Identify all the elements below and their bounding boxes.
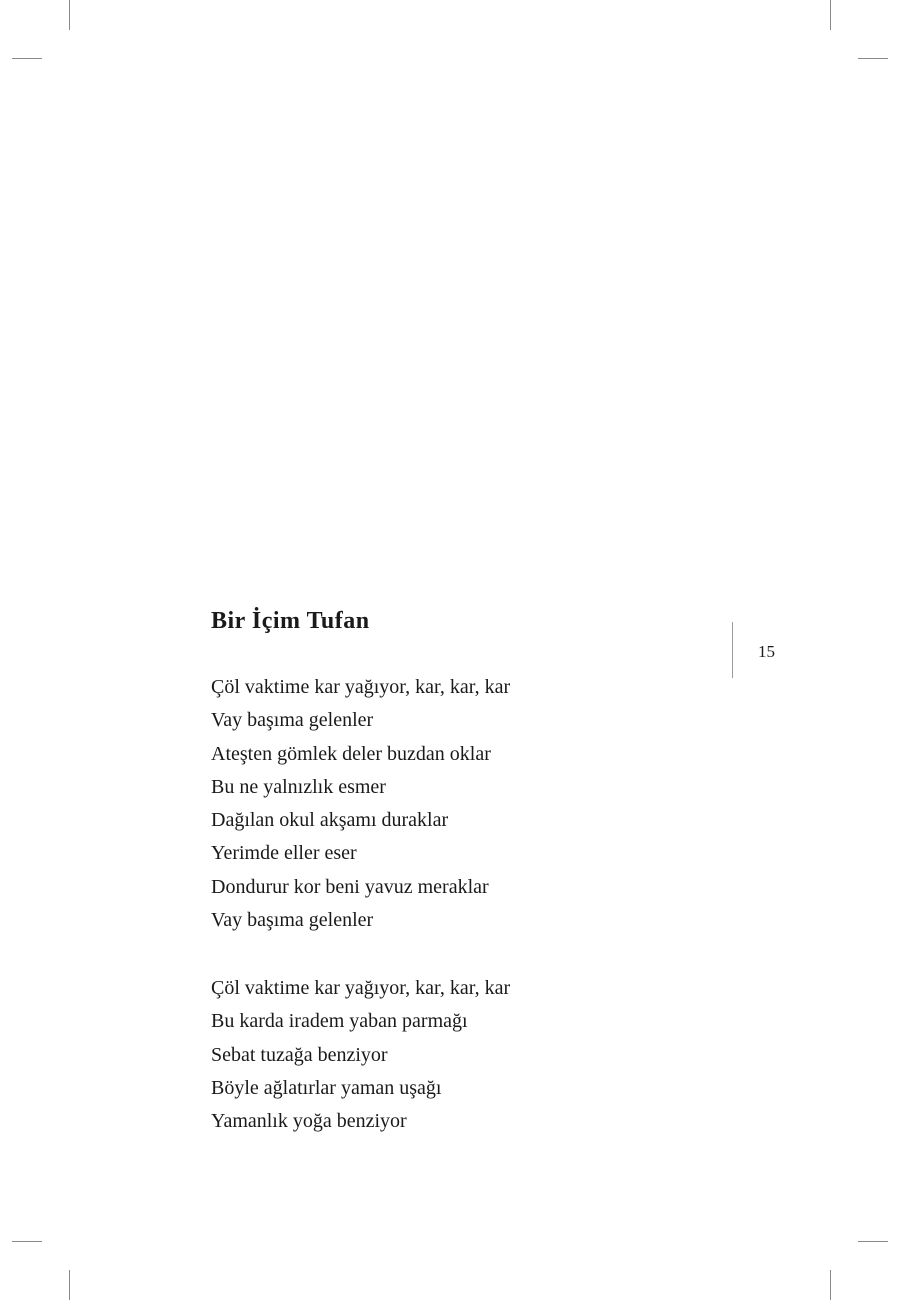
poem-line: Vay başıma gelenler <box>211 909 374 932</box>
poem-stanza-2 <box>211 972 510 1138</box>
crop-mark-bottom-right-vertical <box>830 1270 831 1300</box>
poem-line: Dondurur kor beni yavuz meraklar <box>211 875 489 898</box>
poem-line: Bu ne yalnızlık esmer <box>211 775 386 798</box>
crop-mark-bottom-left-vertical <box>69 1270 70 1300</box>
crop-mark-bottom-left-horizontal <box>12 1241 42 1242</box>
poem-line: Yerimde eller eser <box>211 842 357 865</box>
poem-line: Vay başıma gelenler <box>211 709 374 732</box>
crop-mark-top-left-vertical <box>69 0 70 30</box>
poem-line: Bu karda iradem yaban parmağı <box>211 1010 468 1033</box>
poem-line: Yamanlık yoğa benziyor <box>211 1110 407 1133</box>
poem-line: Sebat tuzağa benziyor <box>211 1043 388 1066</box>
poem-line: Böyle ağlatırlar yaman uşağı <box>211 1076 442 1099</box>
poem-title: Bir İçim Tufan <box>211 608 370 634</box>
poem-line: Ateşten gömlek deler buzdan oklar <box>211 742 491 765</box>
page-number: 15 <box>758 642 775 661</box>
crop-mark-bottom-right-horizontal <box>858 1241 888 1242</box>
poem-line: Dağılan okul akşamı duraklar <box>211 809 449 832</box>
poem-line: Çöl vaktime kar yağıyor, kar, kar, kar <box>211 676 511 698</box>
poem-line: Çöl vaktime kar yağıyor, kar, kar, kar <box>211 977 511 999</box>
crop-mark-top-right-horizontal <box>858 58 888 59</box>
crop-mark-top-left-horizontal <box>12 58 42 59</box>
crop-mark-top-right-vertical <box>830 0 831 30</box>
poem-stanza-1 <box>211 671 510 937</box>
page-number-rule <box>732 622 733 678</box>
